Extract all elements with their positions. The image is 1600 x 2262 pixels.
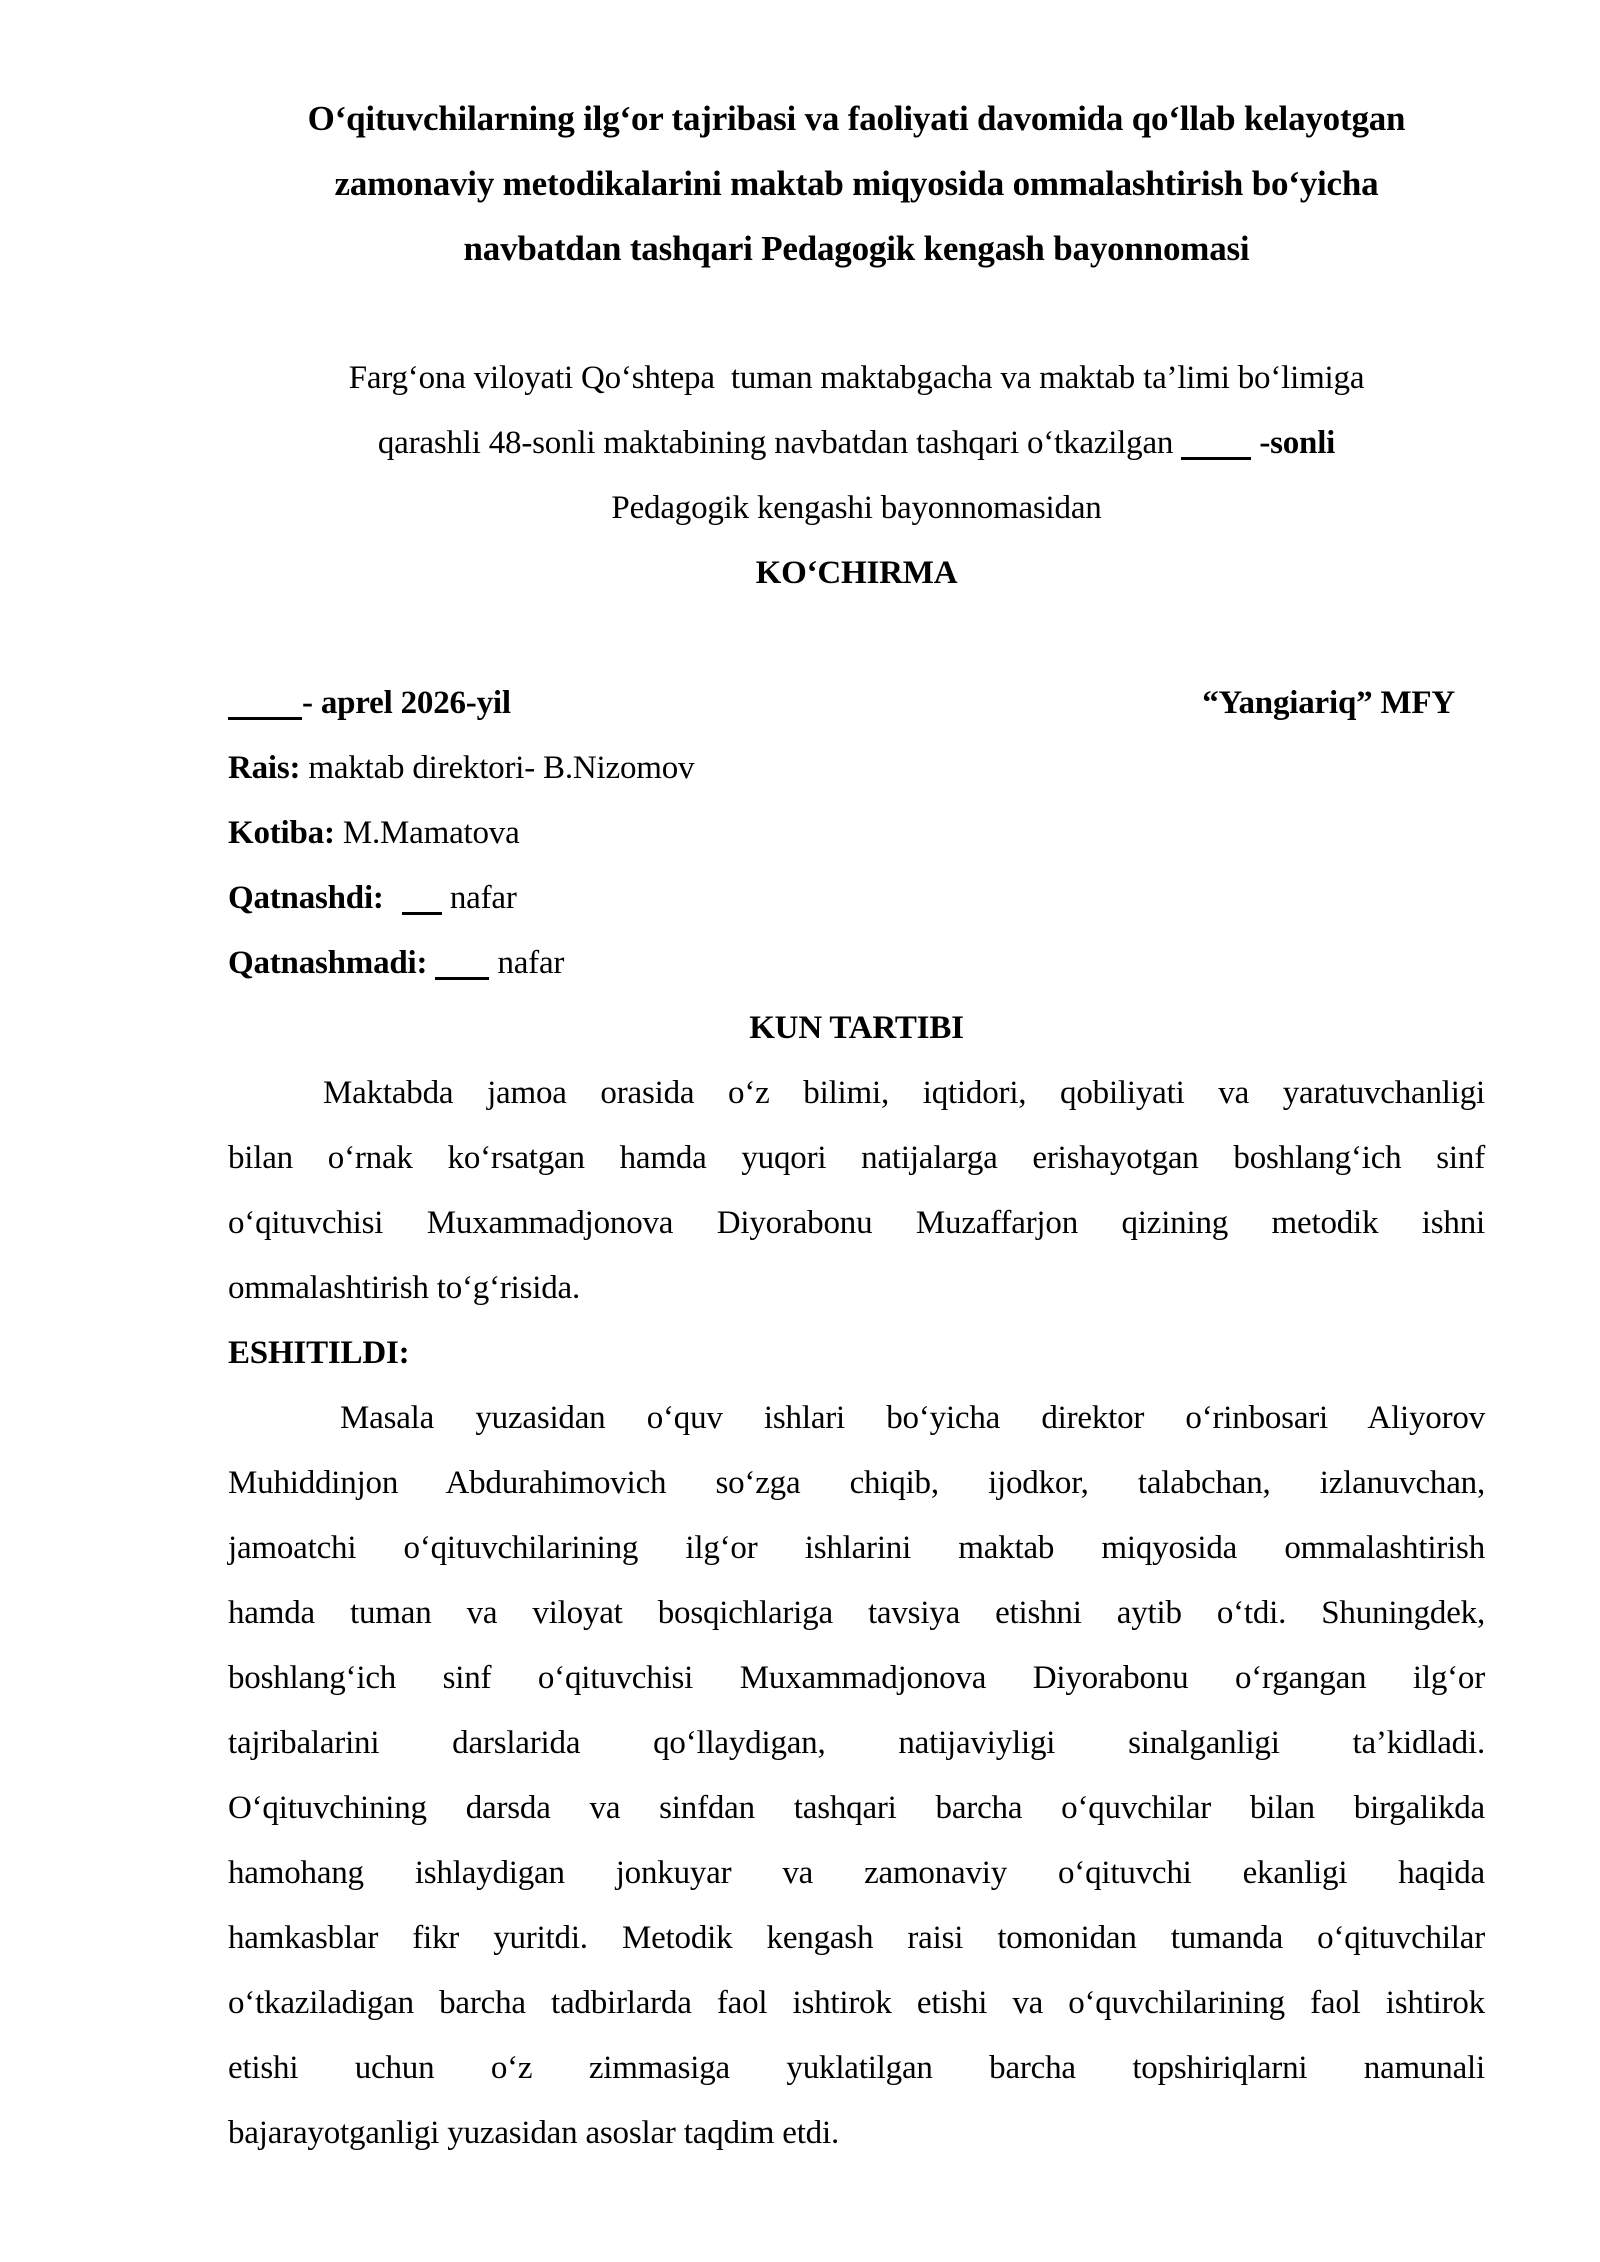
chair-value: maktab direktori- B.Nizomov bbox=[308, 750, 695, 786]
intro-line-2 bbox=[228, 411, 1485, 476]
secretary-row bbox=[228, 801, 1485, 866]
heard-line: boshlang‘ich sinf o‘qituvchisi Muxammadjonova Diyorabonu o‘rgangan ilg‘or bbox=[228, 1660, 1485, 1696]
heard-line: O‘qituvchining darsda va sinfdan tashqari barcha o‘quvchilar bilan birgalikda bbox=[228, 1790, 1485, 1826]
intro-line-2-text: qarashli 48-sonli maktabining navbatdan tashqari o‘tkazilgan bbox=[377, 425, 1174, 461]
attended-label: Qatnashdi: bbox=[228, 880, 384, 916]
spacer bbox=[228, 281, 1485, 346]
blank-underline-attended bbox=[402, 904, 442, 915]
heard-line: hamkasblar fikr yuritdi. Metodik kengash raisi tomonidan tumanda o‘qituvchilar bbox=[228, 1920, 1485, 1956]
date-field bbox=[228, 671, 511, 736]
document-title-line-3: navbatdan tashqari Pedagogik kengash bayonnomasi bbox=[463, 229, 1250, 268]
chair-label: Rais: bbox=[228, 750, 301, 786]
heard-line: Muhiddinjon Abdurahimovich so‘zga chiqib, ijodkor, talabchan, izlanuvchan, bbox=[228, 1465, 1485, 1501]
spacer bbox=[228, 606, 1485, 671]
heard-line: etishi uchun o‘z zimmasiga yuklatilgan barcha topshiriqlarni namunali bbox=[228, 2050, 1485, 2086]
heard-line: jamoatchi o‘qituvchilarining ilg‘or ishlarini maktab miqyosida ommalashtirish bbox=[228, 1530, 1485, 1566]
heard-line: bajarayotganligi yuzasidan asoslar taqdim etdi. bbox=[228, 2115, 839, 2151]
absent-row bbox=[228, 931, 1485, 996]
secretary-label: Kotiba: bbox=[228, 815, 335, 851]
absent-label: Qatnashmadi: bbox=[228, 945, 428, 981]
agenda-heading: KUN TARTIBI bbox=[749, 1010, 964, 1046]
heard-heading: ESHITILDI: bbox=[228, 1335, 410, 1371]
blank-underline-protocol-number bbox=[1181, 449, 1251, 460]
document-title-line-1: O‘qituvchilarning ilg‘or tajribasi va faoliyati davomida qo‘llab kelayotgan bbox=[307, 99, 1406, 138]
agenda-line: bilan o‘rnak ko‘rsatgan hamda yuqori natijalarga erishayotgan boshlang‘ich sinf bbox=[228, 1140, 1485, 1176]
intro-line-2-sonli: -sonli bbox=[1259, 425, 1336, 461]
attended-unit: nafar bbox=[449, 880, 517, 916]
attended-row bbox=[228, 866, 1485, 931]
blank-underline-date bbox=[228, 709, 302, 720]
agenda-line: Maktabda jamoa orasida o‘z bilimi, iqtidori, qobiliyati va yaratuvchanligi bbox=[323, 1075, 1485, 1111]
secretary-value: M.Mamatova bbox=[342, 815, 520, 851]
blank-underline-absent bbox=[435, 969, 489, 980]
document-title-line-2: zamonaviy metodikalarini maktab miqyosida ommalashtirish bo‘yicha bbox=[334, 164, 1379, 203]
kochirma-heading: KO‘CHIRMA bbox=[755, 555, 958, 591]
chair-row bbox=[228, 736, 1485, 801]
heard-line: o‘tkaziladigan barcha tadbirlarda faol ishtirok etishi va o‘quvchilarining faol ishtirok bbox=[228, 1985, 1485, 2021]
agenda-line: o‘qituvchisi Muxammadjonova Diyorabonu Muzaffarjon qizining metodik ishni bbox=[228, 1205, 1485, 1241]
intro-line-1: Farg‘ona viloyati Qo‘shtepa tuman maktabgacha va maktab ta’limi bo‘limiga bbox=[348, 360, 1365, 396]
agenda-line: ommalashtirish to‘g‘risida. bbox=[228, 1270, 581, 1306]
heard-line: hamohang ishlaydigan jonkuyar va zamonaviy o‘qituvchi ekanligi haqida bbox=[228, 1855, 1485, 1891]
heard-line: hamda tuman va viloyat bosqichlariga tavsiya etishni aytib o‘tdi. Shuningdek, bbox=[228, 1595, 1485, 1631]
intro-line-3: Pedagogik kengashi bayonnomasidan bbox=[611, 490, 1102, 526]
heard-line: tajribalarini darslarida qo‘llaydigan, natijaviyligi sinalganligi ta’kidladi. bbox=[228, 1725, 1485, 1761]
heard-line: Masala yuzasidan o‘quv ishlari bo‘yicha direktor o‘rinbosari Aliyorov bbox=[340, 1400, 1485, 1436]
date-label: - aprel 2026-yil bbox=[302, 685, 511, 721]
date-location-row bbox=[228, 671, 1485, 736]
location-label: “Yangiariq” MFY bbox=[1202, 685, 1455, 721]
absent-unit: nafar bbox=[497, 945, 565, 981]
